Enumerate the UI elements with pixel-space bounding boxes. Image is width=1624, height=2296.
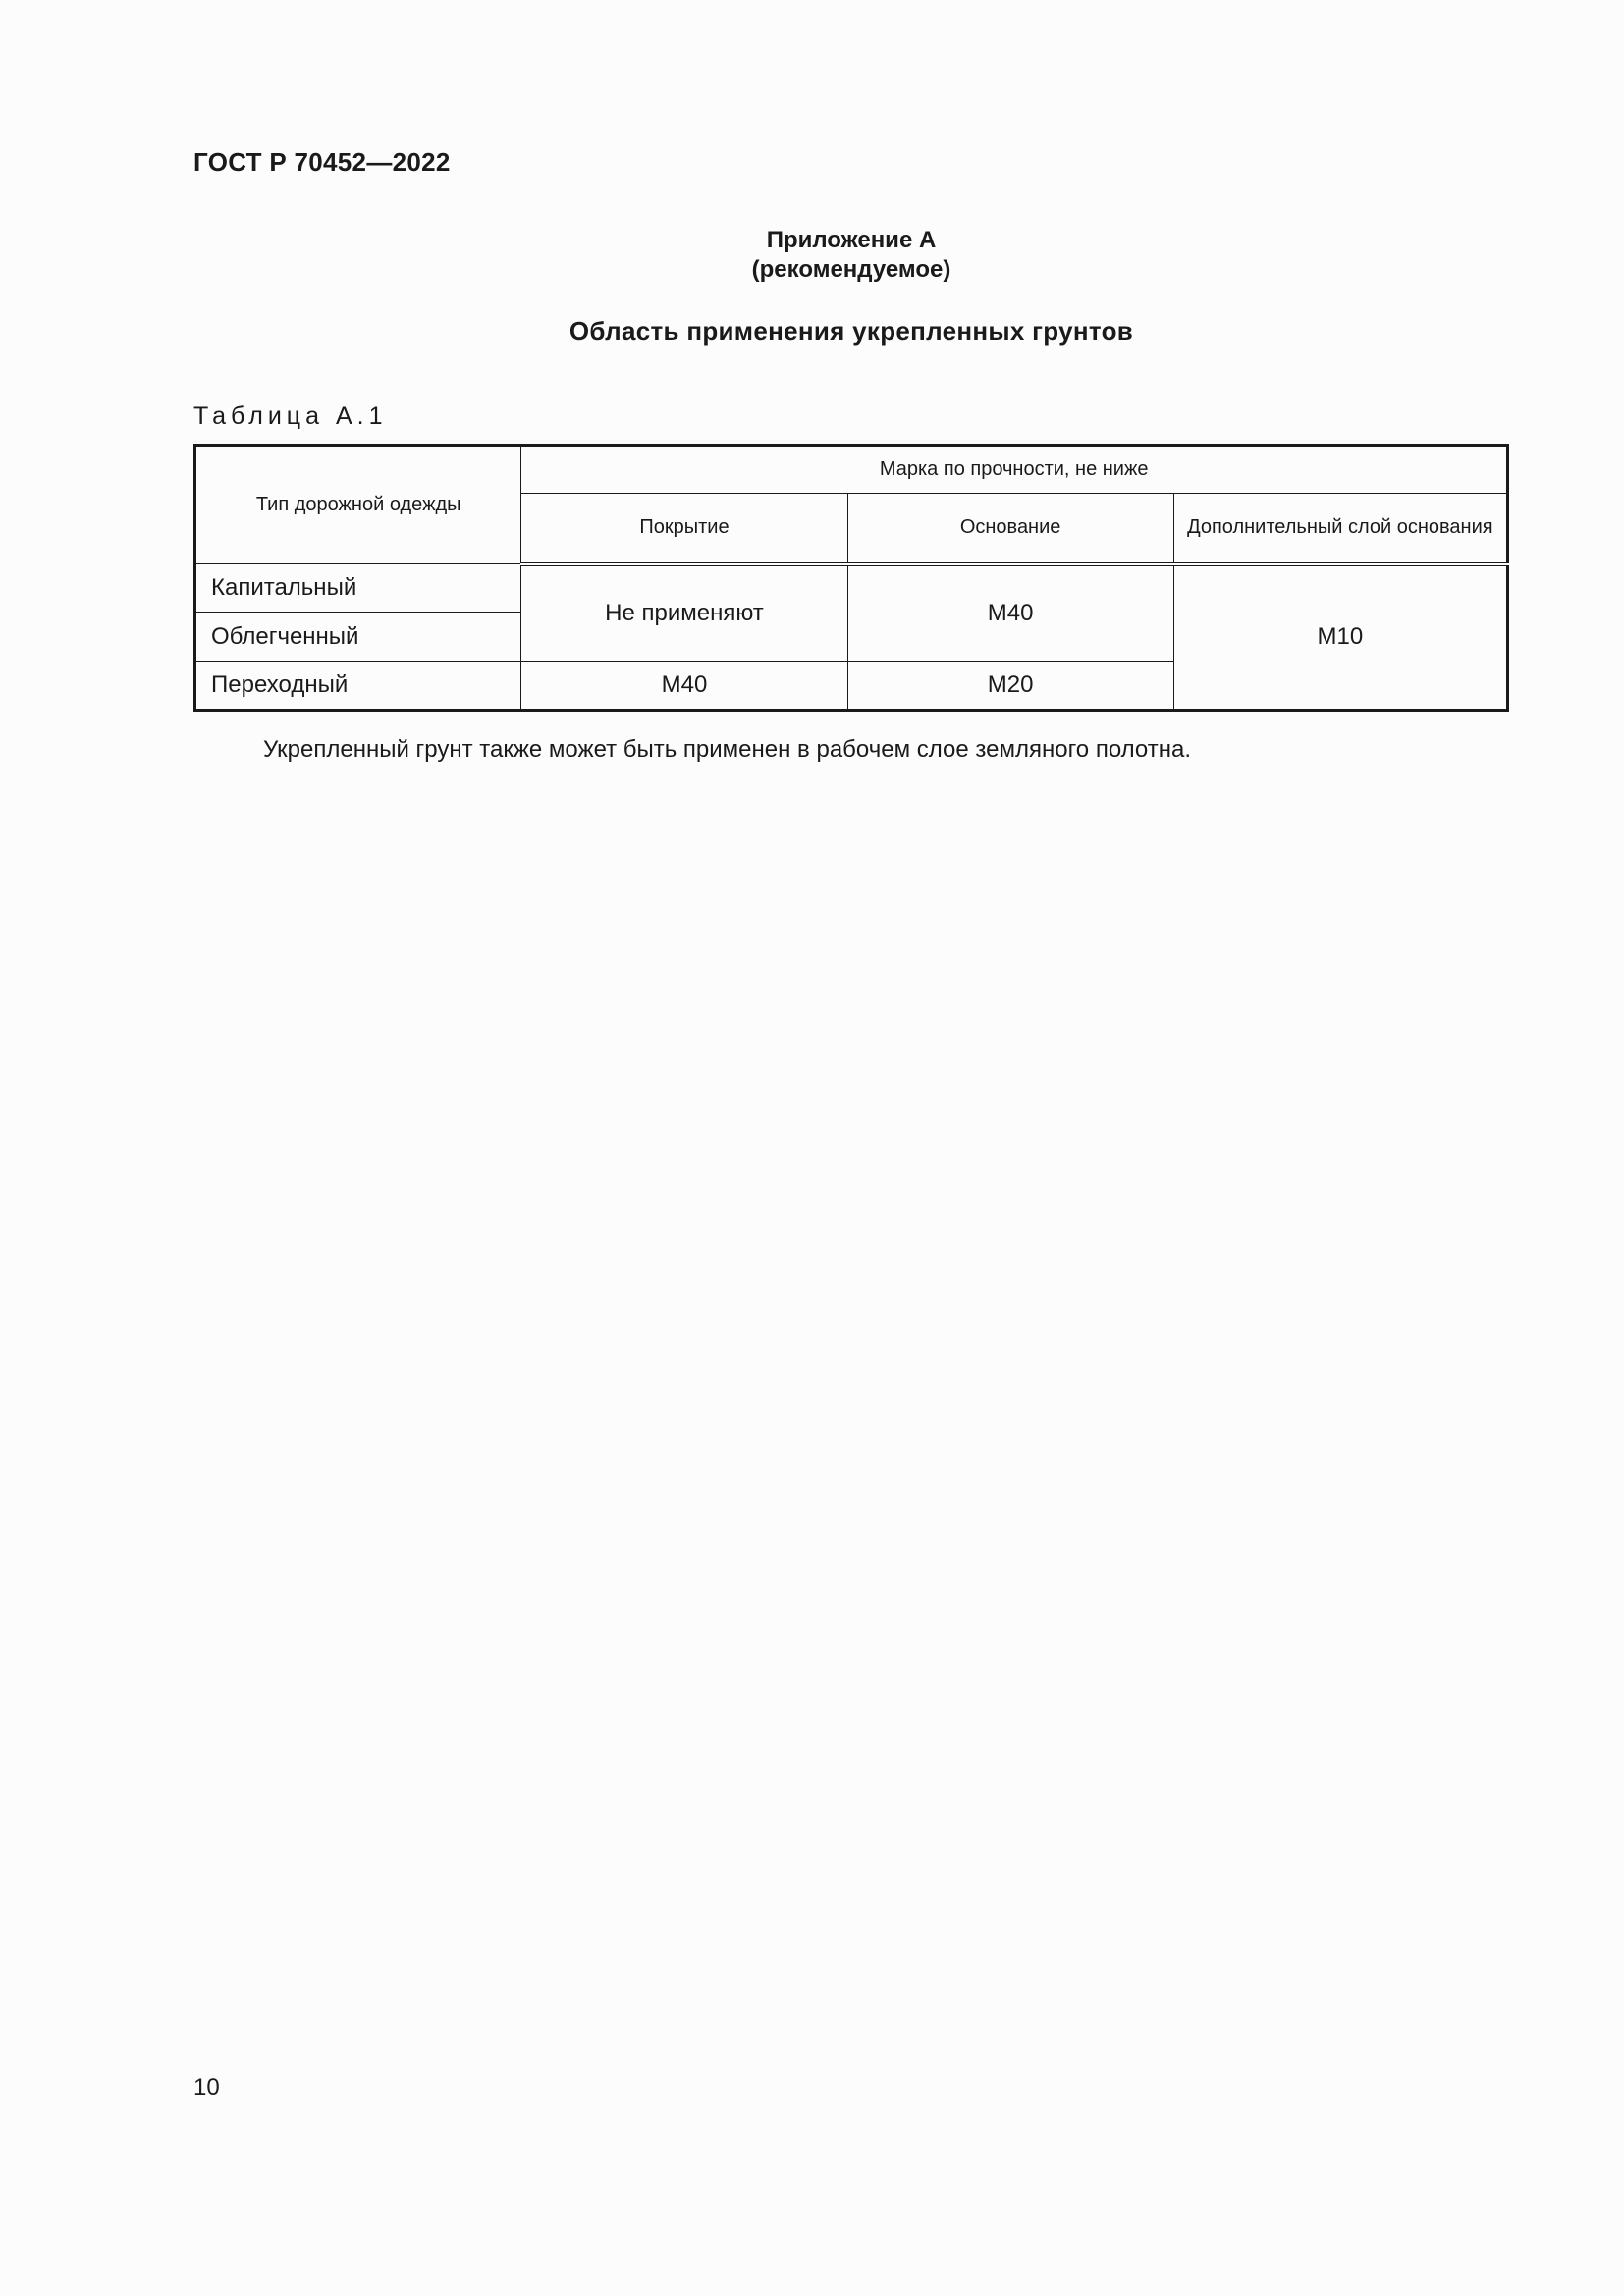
strength-grade-table bbox=[193, 444, 1509, 712]
header-base: Основание bbox=[847, 494, 1173, 564]
header-cover: Покрытие bbox=[521, 494, 847, 564]
section-title: Область применения укрепленных грунтов bbox=[568, 316, 1134, 346]
table-row bbox=[195, 564, 1508, 613]
cell-cover-not-used: Не применяют bbox=[521, 564, 847, 662]
cell-base-m40: М40 bbox=[847, 564, 1173, 662]
row-label-transitional: Переходный bbox=[195, 662, 521, 711]
cell-base-m20: М20 bbox=[847, 662, 1173, 711]
appendix-status: (рекомендуемое) bbox=[751, 256, 951, 283]
table-caption: Таблица А.1 bbox=[193, 402, 388, 430]
header-strength-grade: Марка по прочности, не ниже bbox=[521, 446, 1508, 494]
appendix-title: Приложение А bbox=[766, 227, 937, 253]
cell-cover-m40: М40 bbox=[521, 662, 847, 711]
row-label-capital: Капитальный bbox=[195, 564, 521, 613]
header-road-pavement-type: Тип дорожной одежды bbox=[195, 446, 521, 564]
cell-extra-layer-m10: М10 bbox=[1173, 564, 1507, 711]
note-paragraph: Укрепленный грунт также может быть применен в рабочем слое земляного полотна. bbox=[263, 736, 1191, 763]
row-label-lightweight: Облегченный bbox=[195, 613, 521, 662]
page-number: 10 bbox=[193, 2074, 220, 2101]
appendix-heading bbox=[193, 226, 1509, 285]
document-code: ГОСТ Р 70452—2022 bbox=[193, 147, 451, 177]
header-extra-layer: Дополнительный слой основания bbox=[1173, 494, 1507, 564]
